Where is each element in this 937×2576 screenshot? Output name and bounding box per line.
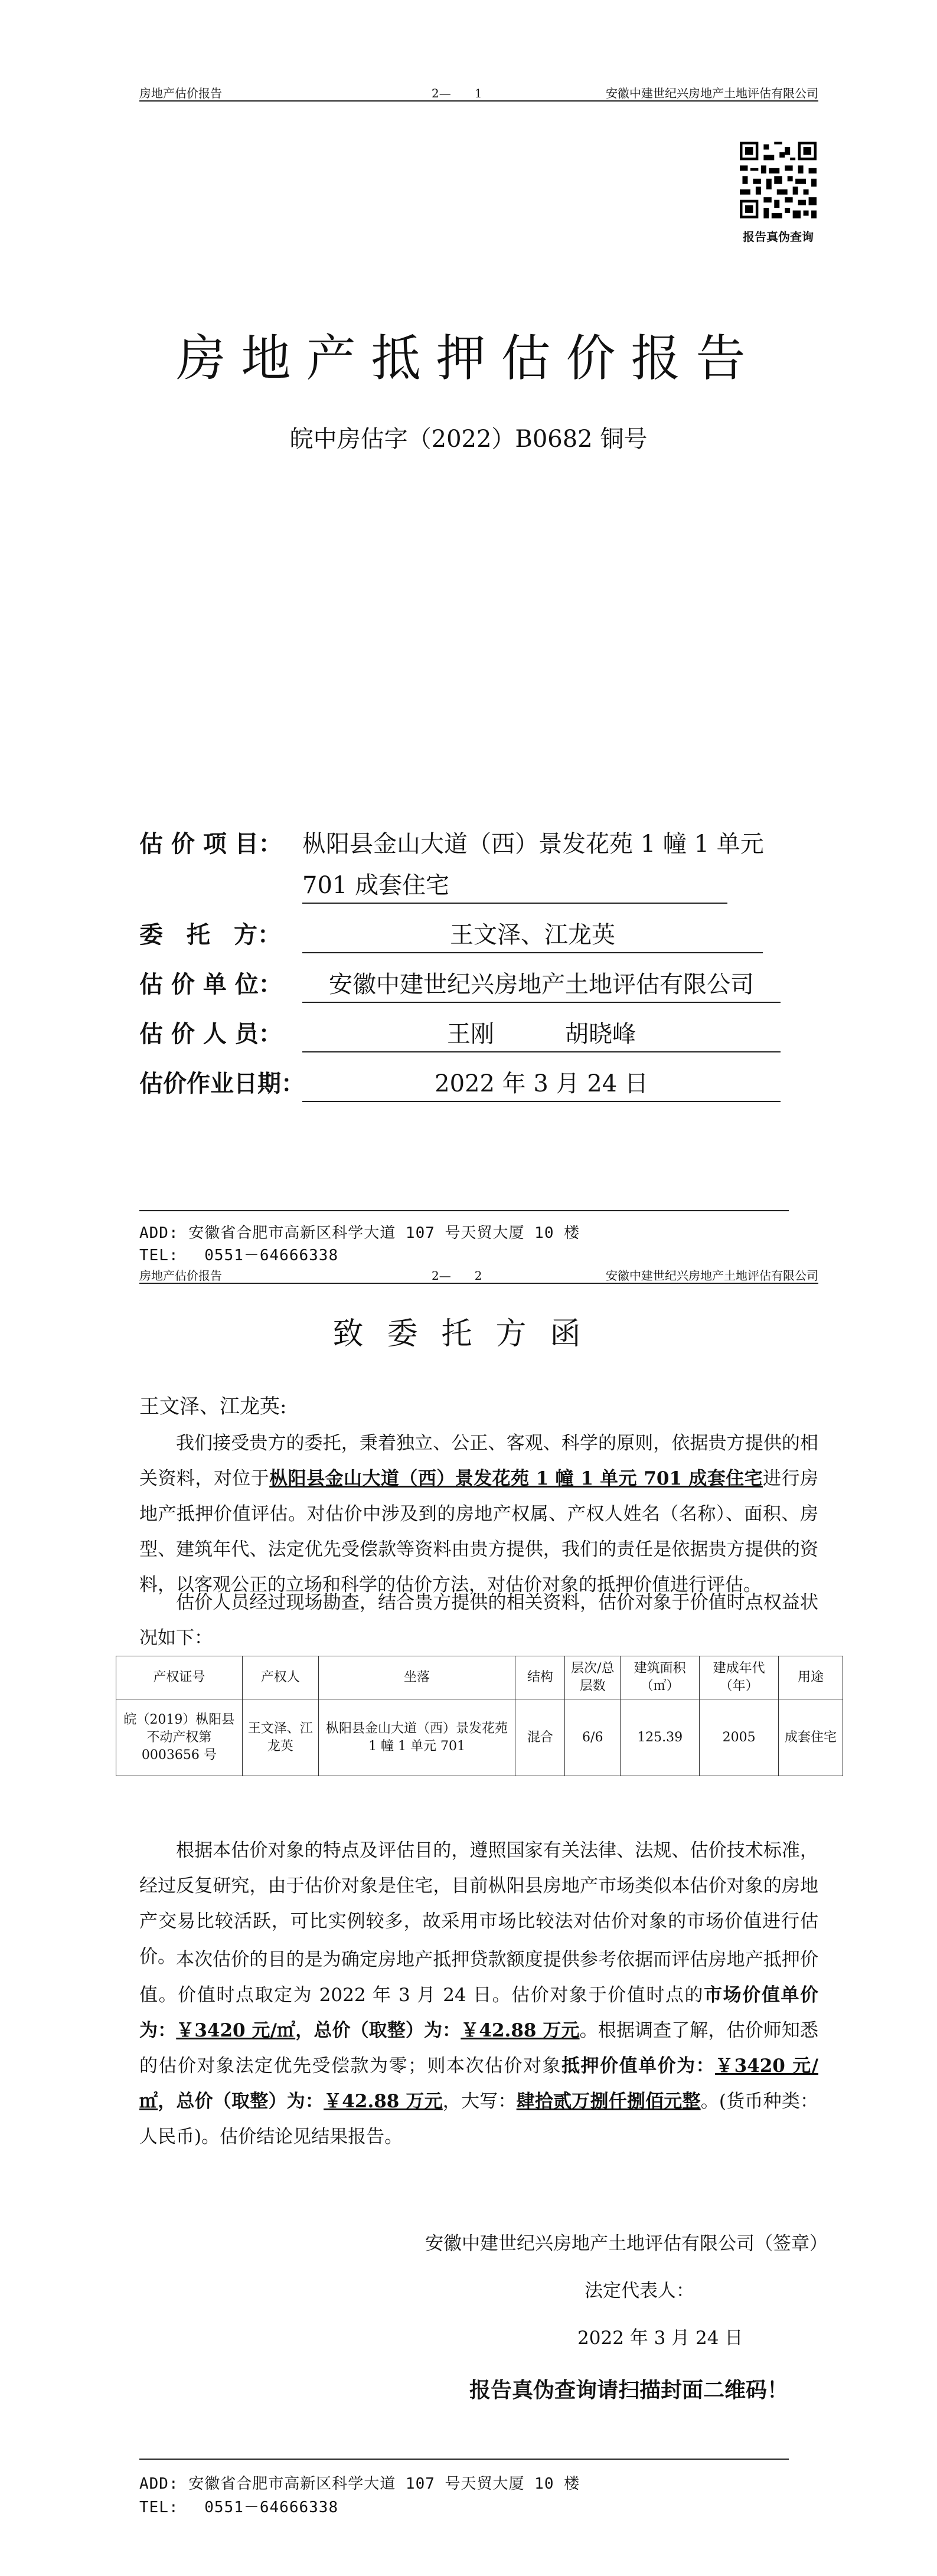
cell-certificate-no: 皖（2019）枞阳县不动产权第 0003656 号 — [116, 1699, 243, 1776]
mortgage-total-value: ￥42.88 万元 — [324, 2091, 443, 2112]
qr-code-icon[interactable] — [740, 142, 817, 218]
property-address-highlight: 枞阳县金山大道（西）景发花苑 1 幢 1 单元 701 成套住宅 — [269, 1468, 763, 1489]
info-value-project-line2: 701 成套住宅 — [302, 867, 727, 904]
letter-paragraph-3: 根据本估价对象的特点及评估目的，遵照国家有关法律、法规、估价技术标准，经过反复研究，由于估价对象是住宅，目前枞阳县房地产市场类似本估价对象的房地产交易比较活跃，可比实例较多，故采用市场比较法对估价对象的市场价值进行估价。 — [139, 1840, 818, 1967]
info-value-client: 王文泽、江龙英 — [302, 916, 763, 953]
page-header — [139, 81, 818, 102]
col-header: 坐落 — [318, 1656, 515, 1699]
p1-text-cont: 进行房地产抵押价值评估。对估价中涉及到的房地产权属、产权人姓名（名称）、面积、房型、建筑年代、法定优先受偿款等资料由贵方提供，我们的责任是依据贵方提供的资料，以客观公正的立场和科学的估价方法，对估价对象的抵押价值进行评估。 — [139, 1468, 819, 1596]
header-page-number: 2— 2 — [432, 1269, 482, 1283]
info-label: 委 托 方： — [139, 921, 281, 949]
market-total-value: ￥42.88 万元 — [461, 2020, 580, 2041]
col-header: 层次/总层数 — [565, 1656, 621, 1699]
footer-telephone: TEL: 0551－64666338 — [139, 2499, 339, 2516]
letter-paragraph-4 — [139, 1942, 818, 2155]
header-page-number: 2— 1 — [432, 86, 482, 100]
info-value-work-date: 2022 年 3 月 24 日 — [302, 1065, 781, 1102]
qr-caption: 报告真伪查询 — [743, 230, 814, 244]
letter-page — [0, 1269, 937, 2576]
info-value-appraisal-firm: 安徽中建世纪兴房地产土地评估有限公司 — [302, 966, 781, 1003]
footer-address: ADD: 安徽省合肥市高新区科学大道 107 号天贸大厦 10 楼 — [139, 1224, 580, 1242]
footer-address: ADD: 安徽省合肥市高新区科学大道 107 号天贸大厦 10 楼 — [139, 2475, 580, 2493]
header-company: 安徽中建世纪兴房地产土地评估有限公司 — [606, 86, 818, 100]
info-label: 估 价 项 目： — [139, 830, 282, 858]
p4-text-end: 。(货币种类：人民币)。估价结论见结果报告。 — [139, 2091, 819, 2147]
col-header: 产权证号 — [116, 1656, 243, 1699]
legal-representative: 法定代表人： — [585, 2280, 694, 2302]
cell-usage: 成套住宅 — [779, 1699, 843, 1776]
mortgage-total-label: ，总价（取整）为： — [158, 2091, 324, 2112]
p1-text: 我们接受贵方的委托，秉着独立、公正、客观、科学的原则，依据贵方提供的相关资料，对位于 — [139, 1433, 818, 1489]
letter-paragraph-1 — [139, 1426, 818, 1603]
letter-addressee: 王文泽、江龙英: — [139, 1395, 287, 1418]
cell-area: 125.39 — [621, 1699, 700, 1776]
info-label: 估 价 人 员： — [139, 1020, 282, 1048]
mortgage-unit-price-label: 抵押价值单价为： — [561, 2055, 716, 2077]
p4-capital-label: ，大写： — [442, 2091, 517, 2112]
header-left-text: 房地产估价报告 — [139, 86, 222, 100]
mortgage-unit-price-value: ￥3420 元/㎡ — [139, 2055, 818, 2112]
col-header: 用途 — [779, 1656, 843, 1699]
cell-location: 枞阳县金山大道（西）景发花苑 1 幢 1 单元 701 — [318, 1699, 515, 1776]
market-unit-price-label: 市场价值单价为： — [139, 1985, 819, 2041]
col-header: 建成年代（年） — [700, 1656, 779, 1699]
header-company: 安徽中建世纪兴房地产土地评估有限公司 — [606, 1269, 818, 1283]
footer-divider — [139, 2459, 789, 2460]
cell-year: 2005 — [700, 1699, 779, 1776]
market-unit-price-value: ￥3420 元/㎡ — [176, 2020, 296, 2041]
col-header: 结构 — [515, 1656, 565, 1699]
market-total-label: ，总价（取整）为： — [295, 2020, 461, 2041]
info-value-project-line1: 枞阳县金山大道（西）景发花苑 1 幢 1 单元 — [302, 831, 764, 858]
info-label: 估价作业日期： — [139, 1070, 305, 1097]
letter-title: 致委托方函 — [332, 1316, 605, 1352]
report-number: 皖中房估字（2022）B0682 铜号 — [289, 426, 648, 453]
table-row — [116, 1699, 843, 1776]
mortgage-total-in-words: 肆拾贰万捌仟捌佰元整 — [516, 2091, 701, 2112]
cell-floor: 6/6 — [565, 1699, 621, 1776]
verification-note: 报告真伪查询请扫描封面二维码！ — [469, 2378, 789, 2402]
cell-structure: 混合 — [515, 1699, 565, 1776]
header-left-text: 房地产估价报告 — [139, 1269, 222, 1283]
info-value-appraisers: 王刚 胡晓峰 — [302, 1015, 781, 1052]
cell-owner: 王文泽、江龙英 — [242, 1699, 318, 1776]
report-title: 房地产抵押估价报告 — [176, 329, 761, 387]
p4-text: 本次估价的目的是为确定房地产抵押贷款额度提供参考依据而评估房地产抵押价值。价值时点取定为 2022 年 3 月 24 日。估价对象于价值时点的 — [139, 1949, 818, 2006]
col-header: 产权人 — [242, 1656, 318, 1699]
table-header-row — [116, 1656, 843, 1699]
info-label: 估 价 单 位： — [139, 970, 282, 998]
p4-text-mid: 。根据调查了解，估价师知悉的估价对象法定优先受偿款为零；则本次估价对象 — [139, 2020, 819, 2077]
signing-company: 安徽中建世纪兴房地产土地评估有限公司（签章） — [425, 2233, 828, 2254]
letter-paragraph-2: 估价人员经过现场勘查，结合贵方提供的相关资料，估价对象于价值时点权益状况如下： — [139, 1592, 818, 1649]
cover-page — [0, 0, 937, 1272]
page-header — [139, 1264, 818, 1284]
footer-telephone: TEL: 0551－64666338 — [139, 1247, 339, 1264]
property-rights-table — [116, 1656, 843, 1776]
col-header: 建筑面积（㎡） — [621, 1656, 700, 1699]
signing-date: 2022 年 3 月 24 日 — [577, 2327, 743, 2349]
footer-divider — [139, 1210, 789, 1211]
